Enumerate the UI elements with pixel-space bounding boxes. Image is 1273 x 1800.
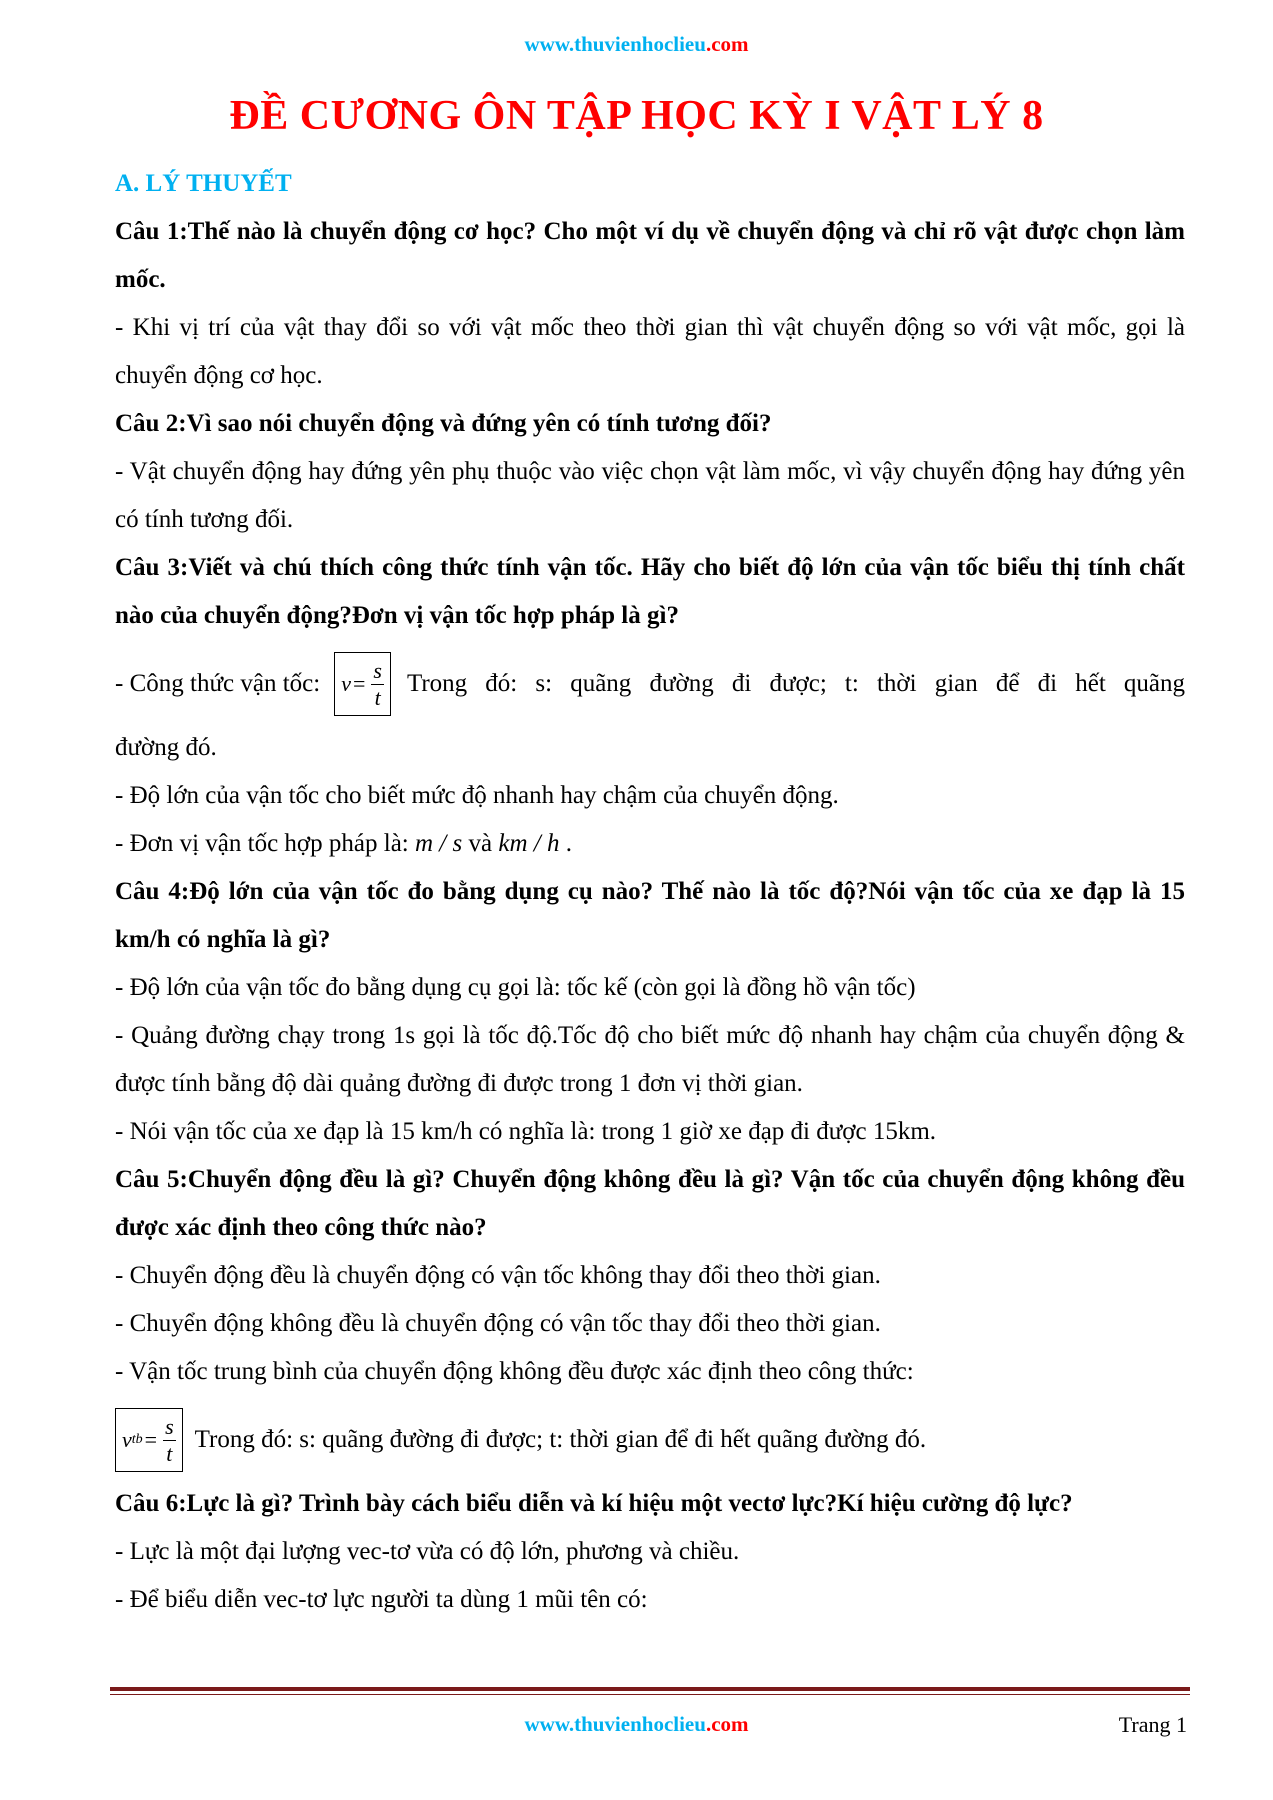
unit-kmh: km / h	[498, 830, 560, 857]
answer-5-2: - Chuyển động không đều là chuyển động có vận tốc thay đổi theo thời gian.	[115, 1310, 881, 1337]
question-6: Câu 6:Lực là gì? Trình bày cách biểu diễn và kí hiệu một vectơ lực?Kí hiệu cường độ lực?	[115, 1490, 1073, 1517]
answer-1: - Khi vị trí của vật thay đổi so với vật mốc theo thời gian thì vật chuyển động so với vật mốc, gọi là chuyển động cơ học.	[115, 314, 1185, 389]
avg-formula-subscript: tb	[131, 1432, 143, 1447]
site-header-domain: .com	[705, 32, 749, 56]
site-footer-domain: .com	[705, 1712, 749, 1736]
units-and: và	[468, 830, 493, 857]
question-3: Câu 3:Viết và chú thích công thức tính vận tốc. Hãy cho biết độ lớn của vận tốc biểu thị tính chất nào của chuyển động?Đơn vị vận tốc hợp pháp là gì?	[115, 554, 1185, 629]
formula-prefix: - Công thức vận tốc:	[115, 670, 321, 697]
average-velocity-formula-box	[115, 1408, 183, 1472]
answer-4-3: - Nói vận tốc của xe đạp là 15 km/h có nghĩa là: trong 1 giờ xe đạp đi được 15km.	[115, 1118, 937, 1145]
footer-divider-thick	[110, 1687, 1190, 1691]
document-body	[115, 160, 1185, 1624]
formula-numerator: s	[373, 657, 382, 683]
formula-denominator: t	[374, 684, 381, 710]
question-1: Câu 1:Thế nào là chuyển động cơ học? Cho một ví dụ về chuyển động và chỉ rõ vật được chọn làm mốc.	[115, 218, 1185, 293]
question-4: Câu 4:Độ lớn của vận tốc đo bằng dụng cụ nào? Thế nào là tốc độ?Nói vận tốc của xe đạp là 15 km/h có nghĩa là gì?	[115, 878, 1185, 953]
formula-fraction	[371, 658, 384, 711]
units-end: .	[565, 830, 572, 857]
document-title: ĐỀ CƯƠNG ÔN TẬP HỌC KỲ I VẬT LÝ 8	[229, 93, 1044, 139]
question-2: Câu 2:Vì sao nói chuyển động và đứng yên có tính tương đối?	[115, 410, 772, 437]
page-number: Trang 1	[1118, 1712, 1187, 1737]
formula-lhs: v	[341, 671, 351, 696]
formula-equals: =	[352, 671, 366, 696]
avg-formula-fraction	[163, 1414, 176, 1467]
site-footer	[0, 1712, 1273, 1737]
formula-note: Trong đó: s: quãng đường đi được; t: thời gian để đi hết quãng	[406, 670, 1185, 697]
average-velocity-formula-line	[115, 1404, 1185, 1476]
site-footer-name: www.thuvienhoclieu	[524, 1712, 706, 1736]
answer-5-3: - Vận tốc trung bình của chuyển động không đều được xác định theo công thức:	[115, 1358, 914, 1385]
answer-4-1: - Độ lớn của vận tốc đo bằng dụng cụ gọi là: tốc kế (còn gọi là đồng hồ vận tốc)	[115, 974, 916, 1001]
avg-formula-equals: =	[144, 1427, 158, 1452]
velocity-formula-box	[334, 652, 391, 716]
formula-note-continued: đường đó.	[115, 734, 217, 761]
answer-6-1: - Lực là một đại lượng vec-tơ vừa có độ lớn, phương và chiều.	[115, 1538, 740, 1565]
avg-formula-numerator: s	[165, 1413, 174, 1439]
section-heading-theory: A. LÝ THUYẾT	[115, 170, 292, 197]
answer-6-2: - Để biểu diễn vec-tơ lực người ta dùng 1 mũi tên có:	[115, 1586, 648, 1613]
velocity-formula-line	[115, 648, 1185, 720]
footer-divider-thin	[110, 1694, 1190, 1695]
answer-4-2: - Quảng đường chạy trong 1s gọi là tốc độ.Tốc độ cho biết mức độ nhanh hay chậm của chuyển động & được tính bằng độ dài quảng đường đi được trong 1 đơn vị thời gian.	[115, 1022, 1185, 1097]
avg-formula-denominator: t	[166, 1440, 173, 1466]
answer-5-1: - Chuyển động đều là chuyển động có vận tốc không thay đổi theo thời gian.	[115, 1262, 881, 1289]
avg-formula-lhs: v	[122, 1427, 132, 1452]
avg-formula-note: Trong đó: s: quãng đường đi được; t: thời gian để đi hết quãng đường đó.	[194, 1426, 927, 1453]
unit-mps: m / s	[415, 830, 463, 857]
question-5: Câu 5:Chuyển động đều là gì? Chuyển động không đều là gì? Vận tốc của chuyển động không đều được xác định theo công thức nào?	[115, 1166, 1185, 1241]
answer-3-units	[115, 820, 1185, 868]
site-header-name: www.thuvienhoclieu	[524, 32, 706, 56]
answer-3-magnitude: - Độ lớn của vận tốc cho biết mức độ nhanh hay chậm của chuyển động.	[115, 782, 839, 809]
units-prefix: - Đơn vị vận tốc hợp pháp là:	[115, 830, 409, 857]
site-header	[0, 32, 1273, 57]
answer-2: - Vật chuyển động hay đứng yên phụ thuộc vào việc chọn vật làm mốc, vì vậy chuyển động hay đứng yên có tính tương đối.	[115, 458, 1185, 533]
